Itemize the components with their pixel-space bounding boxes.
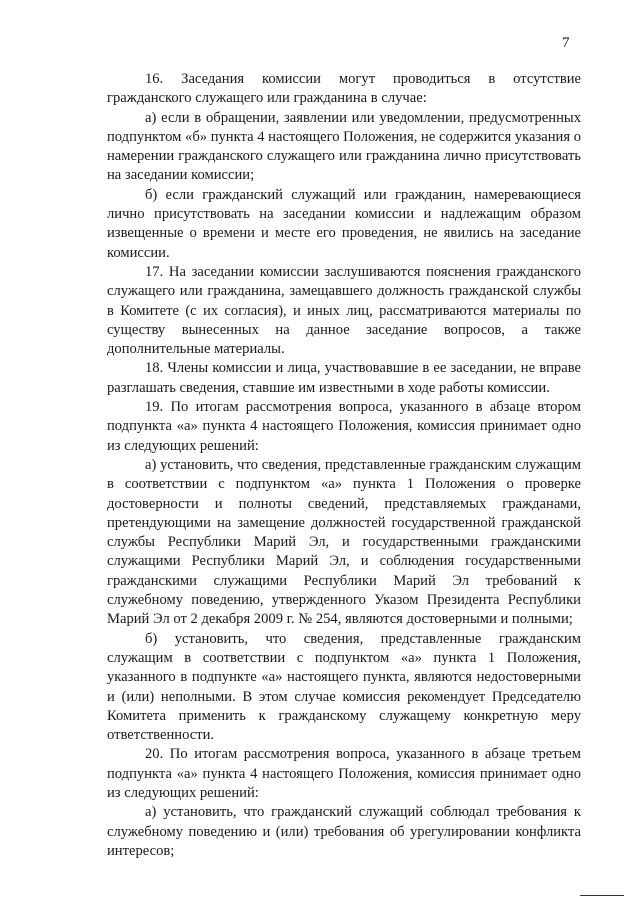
document-body — [107, 70, 581, 861]
paragraph-18: 18. Члены комиссии и лица, участвовавшие в ее заседании, не вправе разглашать сведения, ставшие им известными в ходе работы комиссии. — [107, 360, 581, 396]
paragraph-20-a: а) установить, что гражданский служащий соблюдал требования к служебному поведению и (или) требования об урегулировании конфликта интересов; — [107, 804, 581, 859]
paragraph-19-a: а) установить, что сведения, представленные гражданским служащим в соответствии с подпунктом «а» пункта 1 Положения о проверке достоверности и полноты сведений, представляемых гражданами, претендующими на замещение должностей государственной гражданской службы Республики Марий Эл, и государственными гражданскими служащими Республики Марий Эл, и соблюдения государственными гражданскими служащими Республики Марий Эл требований к служебному поведению, утвержденного Указом Президента Республики Марий Эл от 2 декабря 2009 г. № 254, являются достоверными и полными; — [107, 456, 581, 628]
paragraph-19-b: б) установить, что сведения, представленные гражданским служащим в соответствии с подпунктом «а» пункта 1 Положения, указанного в подпункте «а» настоящего пункта, являются недостоверными и (или) неполными. В этом случае комиссия рекомендует Председателю Комитета применить к гражданскому служащему конкретную меру ответственности. — [107, 630, 581, 744]
paragraph-20: 20. По итогам рассмотрения вопроса, указанного в абзаце третьем подпункта «а» пункта 4 настоящего Положения, комиссия принимает одно из следующих решений: — [107, 746, 581, 801]
paragraph-17: 17. На заседании комиссии заслушиваются пояснения гражданского служащего или гражданина, замещавшего должность гражданской службы в Комитете (с их согласия), и иных лиц, рассматриваются материалы по существу вынесенных на данное заседание вопросов, а также дополнительные материалы. — [107, 263, 581, 358]
paragraph-16-a: а) если в обращении, заявлении или уведомлении, предусмотренных подпунктом «б» пункта 4 настоящего Положения, не содержится указания о намерении гражданского служащего или гражданина лично присутствовать на заседании комиссии; — [107, 109, 581, 184]
page-number: 7 — [562, 35, 570, 51]
paragraph-16-b: б) если гражданский служащий или гражданин, намеревающиеся лично присутствовать на заседании комиссии и надлежащим образом извещенные о времени и месте его проведения, не явились на заседание комиссии. — [107, 186, 581, 261]
footer-rule — [580, 895, 624, 896]
paragraph-19: 19. По итогам рассмотрения вопроса, указанного в абзаце втором подпункта «а» пункта 4 настоящего Положения, комиссия принимает одно из следующих решений: — [107, 399, 581, 454]
paragraph-16: 16. Заседания комиссии могут проводиться в отсутствие гражданского служащего или гражданина в случае: — [107, 71, 581, 107]
